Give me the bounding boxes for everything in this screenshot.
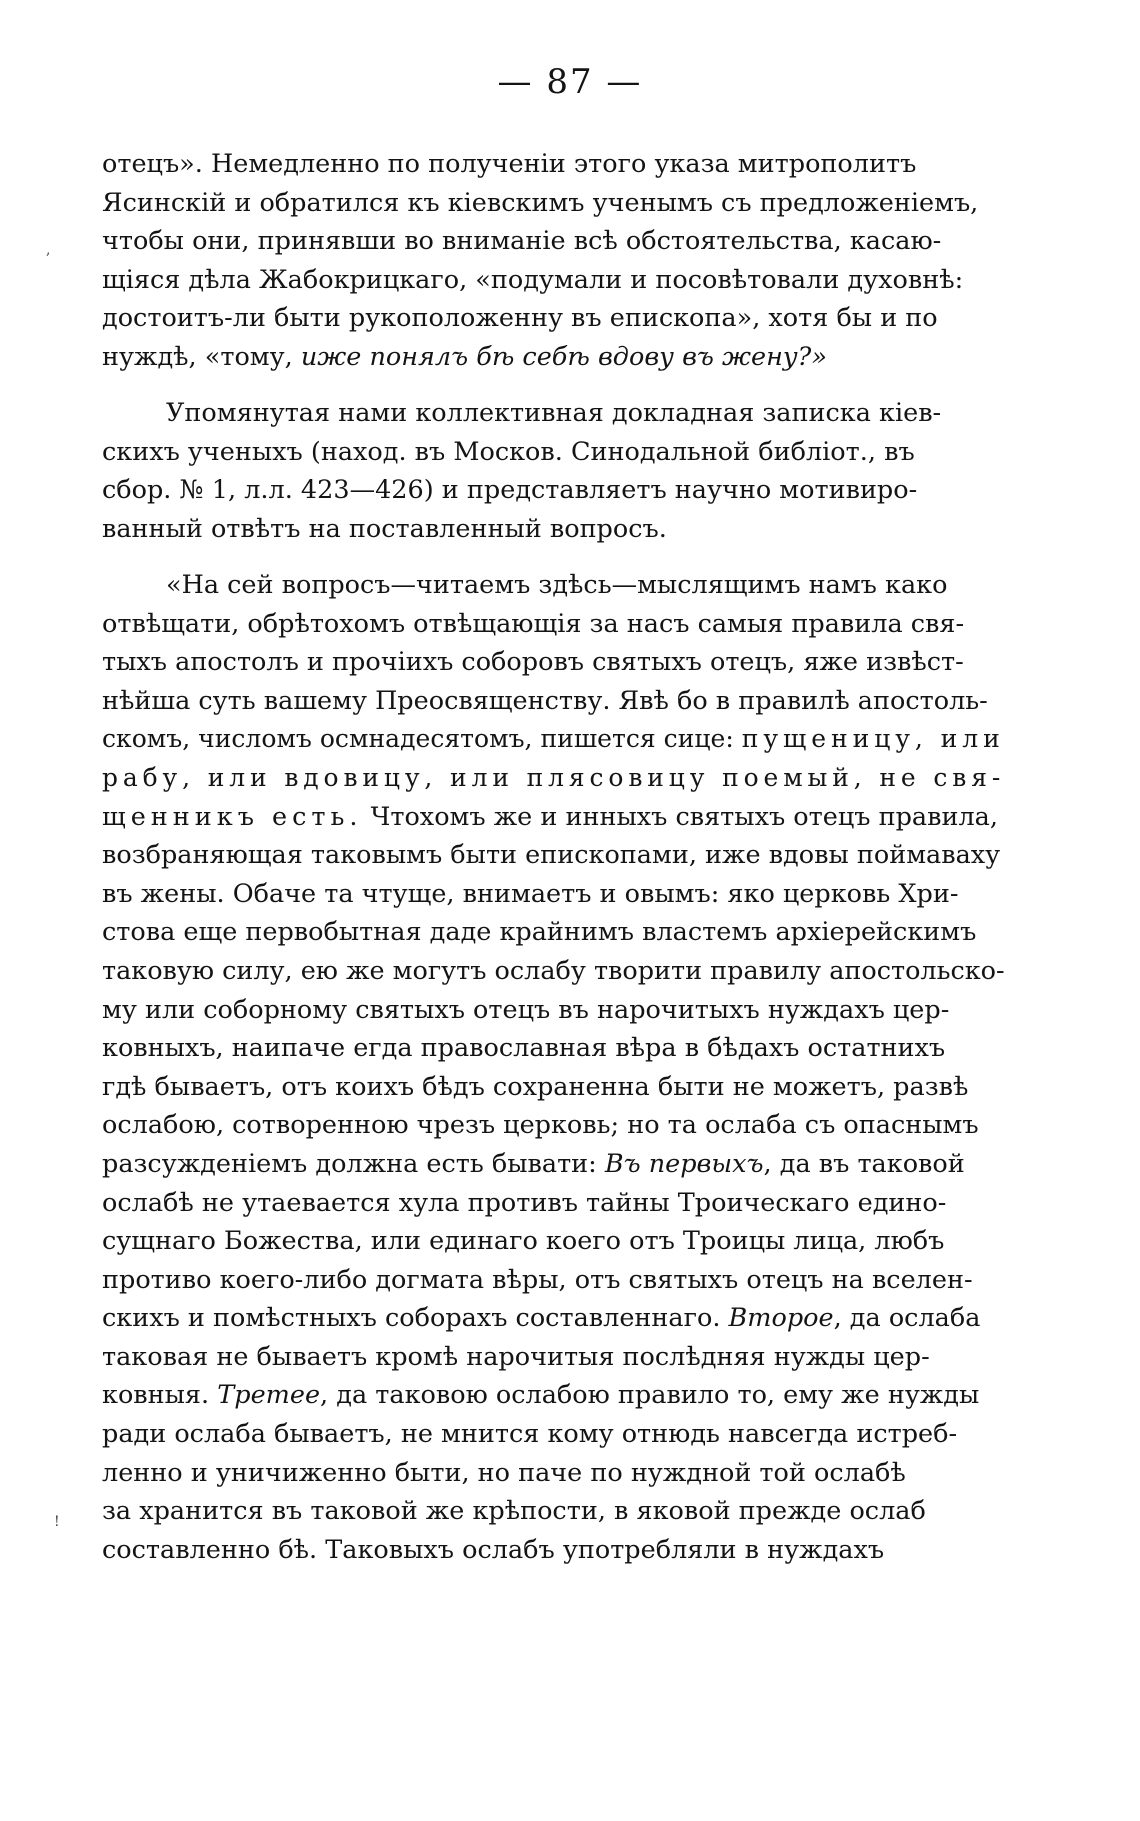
text-line: противо коего-либо догмата вѣры, отъ святыхъ отецъ на вселен-	[102, 1264, 973, 1295]
text-line: таковая не бываетъ кромѣ нарочитыя послѣдняя нужды цер-	[102, 1341, 930, 1372]
text-run: нуждѣ, «тому,	[102, 341, 301, 372]
spaced-quote: рабу, или вдовицу, или плясовицу поемый, не свя-	[102, 762, 1006, 793]
text-line	[102, 338, 1005, 377]
text-line: сущнаго Божества, или единаго коего отъ Троицы лица, любъ	[102, 1226, 945, 1257]
paragraph-3	[102, 566, 1005, 1569]
text-line: Ясинскій и обратился къ кіевскимъ ученымъ съ предложеніемъ,	[102, 187, 979, 218]
page-number: — 87 —	[497, 62, 643, 102]
text-line: ради ослаба бываетъ, не мнится кому отнюдь навсегда истреб-	[102, 1419, 958, 1450]
text-line: ванный отвѣтъ на поставленный вопросъ.	[102, 513, 667, 544]
italic-term: Второе	[728, 1303, 834, 1334]
text-line: возбраняющая таковымъ быти епископами, иже вдовы поймаваху	[102, 840, 1001, 871]
spaced-quote: пущеницу, или	[741, 724, 1005, 755]
text-line	[102, 720, 1005, 759]
text-line	[102, 759, 1005, 798]
text-line: скихъ ученыхъ (наход. въ Москов. Синодальной библіот., въ	[102, 436, 915, 467]
text-run: , да въ таковой	[763, 1148, 965, 1179]
spaced-quote: щенникъ есть.	[102, 801, 363, 832]
text-line: за хранится въ таковой же крѣпости, в яковой прежде ослаб	[102, 1496, 926, 1527]
text-line: щіяся дѣла Жабокрицкаго, «подумали и посовѣтовали духовнѣ:	[102, 264, 964, 295]
text-line: ослабою, сотворенною чрезъ церковь; но та ослаба съ опаснымъ	[102, 1110, 979, 1141]
text-line: чтобы они, принявши во вниманіе всѣ обстоятельства, касаю-	[102, 226, 942, 257]
paragraph-2	[102, 394, 1005, 548]
text-line: гдѣ бываетъ, отъ коихъ бѣдъ сохраненна быти не можетъ, развѣ	[102, 1071, 969, 1102]
text-line	[102, 798, 1005, 837]
text-line: тыхъ апостолъ и прочіихъ соборовъ святыхъ отецъ, яже извѣст-	[102, 647, 964, 678]
text-line: ослабѣ не утаевается хула противъ тайны Троическаго едино-	[102, 1187, 947, 1218]
margin-mark-top: ,	[46, 242, 51, 258]
text-line	[102, 1145, 1005, 1184]
text-line	[102, 1376, 1005, 1415]
text-line: «На сей вопросъ—читаемъ здѣсь—мыслящимъ намъ како	[166, 570, 948, 600]
text-line: отецъ». Немедленно по полученіи этого указа митрополитъ	[102, 149, 917, 179]
text-line: сбор. № 1, л.л. 423—426) и представляетъ научно мотивиро-	[102, 475, 918, 506]
text-line: ленно и уничиженно быти, но паче по нуждной той ослабѣ	[102, 1457, 906, 1488]
text-run: скихъ и помѣстныхъ соборахъ составленнаго.	[102, 1303, 729, 1334]
text-run: Чтохомъ же и инныхъ святыхъ отецъ правила,	[362, 801, 998, 832]
text-line: ковныхъ, наипаче егда православная вѣра в бѣдахъ остатнихъ	[102, 1033, 946, 1064]
text-run: ковныя.	[102, 1380, 218, 1411]
text-run: скомъ, числомъ осмнадесятомъ, пишется сице:	[102, 724, 742, 755]
margin-mark-bottom: !	[54, 1514, 60, 1530]
paragraph-1	[102, 145, 1005, 377]
text-line: въ жены. Обаче та чтуще, внимаетъ и овымъ: яко церковь Хри-	[102, 878, 959, 909]
italic-quote: иже понялъ бѣ себѣ вдову въ жену?»	[300, 341, 827, 372]
text-line: таковую силу, ею же могутъ ослабу творити правилу апостольско-	[102, 955, 1005, 986]
italic-term: Въ первыхъ	[604, 1148, 764, 1179]
text-line: достоитъ-ли быти рукоположенну въ епископа», хотя бы и по	[102, 303, 938, 334]
text-line	[102, 1299, 1005, 1338]
text-line: отвѣщати, обрѣтохомъ отвѣщающія за насъ самыя правила свя-	[102, 608, 965, 639]
text-line: му или соборному святыхъ отецъ въ нарочитыхъ нуждахъ цер-	[102, 994, 950, 1025]
text-line: нѣйша суть вашему Преосвященству. Явѣ бо в правилѣ апостоль-	[102, 685, 988, 716]
text-line: Упомянутая нами коллективная докладная записка кіев-	[166, 398, 942, 428]
text-line: составленно бѣ. Таковыхъ ослабъ употребляли в нуждахъ	[102, 1534, 885, 1565]
italic-term: Третее	[217, 1380, 321, 1411]
text-run: разсужденіемъ должна есть бывати:	[102, 1148, 605, 1179]
text-line: стова еще первобытная даде крайнимъ властемъ архіерейскимъ	[102, 917, 977, 948]
text-run: , да ослаба	[833, 1303, 981, 1334]
text-run: , да таковою ослабою правило то, ему же нужды	[320, 1380, 980, 1411]
